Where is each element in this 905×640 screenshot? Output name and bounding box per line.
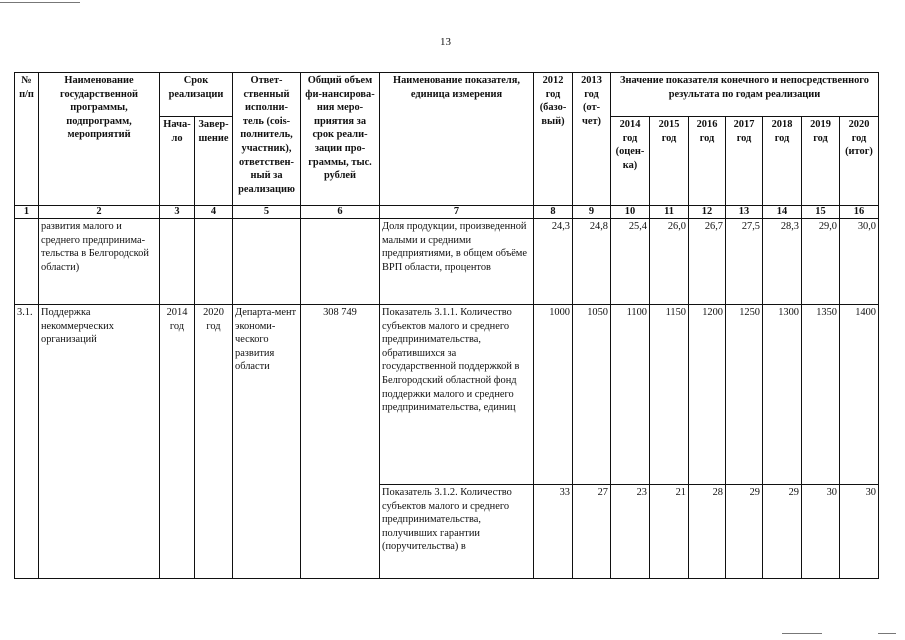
header-num: № п/п <box>15 73 39 206</box>
header-2015: 2015 год <box>650 117 689 206</box>
row-value-2012: 33 <box>534 485 573 579</box>
col-number: 2 <box>39 206 160 219</box>
row-value-2019: 30 <box>802 485 840 579</box>
row-value-2013: 1050 <box>573 305 611 485</box>
row-value-2017: 1250 <box>726 305 763 485</box>
row-value-2014: 23 <box>611 485 650 579</box>
table-row <box>15 219 879 305</box>
row-volume: 308 749 <box>301 305 380 579</box>
row-value-2020: 30 <box>840 485 879 579</box>
page-number: 13 <box>440 36 451 48</box>
header-2018: 2018 год <box>763 117 802 206</box>
row-value-2014: 1100 <box>611 305 650 485</box>
col-number: 13 <box>726 206 763 219</box>
header-2019: 2019 год <box>802 117 840 206</box>
header-2014: 2014 год (оцен-ка) <box>611 117 650 206</box>
scan-edge-bottom-right <box>878 633 896 634</box>
col-number: 9 <box>573 206 611 219</box>
col-number: 1 <box>15 206 39 219</box>
row-value-2015: 26,0 <box>650 219 689 305</box>
col-number: 11 <box>650 206 689 219</box>
row-value-2020: 30,0 <box>840 219 879 305</box>
col-number: 8 <box>534 206 573 219</box>
row-end: 2020 год <box>195 305 233 579</box>
row-value-2018: 1300 <box>763 305 802 485</box>
column-number-row <box>15 206 879 219</box>
row-value-2019: 1350 <box>802 305 840 485</box>
header-2017: 2017 год <box>726 117 763 206</box>
row-value-2012: 1000 <box>534 305 573 485</box>
row-value-2013: 27 <box>573 485 611 579</box>
col-number: 12 <box>689 206 726 219</box>
row-num: 3.1. <box>15 305 39 579</box>
col-number: 3 <box>160 206 195 219</box>
row-value-2018: 29 <box>763 485 802 579</box>
scan-edge-bottom <box>782 633 822 634</box>
col-number: 7 <box>380 206 534 219</box>
row-value-2016: 26,7 <box>689 219 726 305</box>
row-start: 2014 год <box>160 305 195 579</box>
row-value-2016: 28 <box>689 485 726 579</box>
col-number: 10 <box>611 206 650 219</box>
header-row <box>15 73 879 117</box>
row-value-2016: 1200 <box>689 305 726 485</box>
header-2013: 2013 год (от-чет) <box>573 73 611 206</box>
header-start: Нача-ло <box>160 117 195 206</box>
header-executor: Ответ-ственный исполни-тель (сois-полнитель, участник), ответствен-ный за реализацию <box>233 73 301 206</box>
row-value-2013: 24,8 <box>573 219 611 305</box>
col-number: 15 <box>802 206 840 219</box>
col-number: 14 <box>763 206 802 219</box>
header-2012: 2012 год (базо-вый) <box>534 73 573 206</box>
row-indicator: Показатель 3.1.2. Количество субъектов малого и среднего предпринимательства, получивших гарантии (поручительства) в <box>380 485 534 579</box>
row-value-2017: 27,5 <box>726 219 763 305</box>
row-value-2015: 1150 <box>650 305 689 485</box>
row-value-2017: 29 <box>726 485 763 579</box>
row-volume <box>301 219 380 305</box>
program-table <box>14 72 879 579</box>
header-volume: Общий объем фи-нансирова-ния меро-приятия за срок реали-зации про-граммы, тыс. рублей <box>301 73 380 206</box>
row-name: Поддержка некоммерческих организаций <box>39 305 160 579</box>
col-number: 16 <box>840 206 879 219</box>
row-start <box>160 219 195 305</box>
row-end <box>195 219 233 305</box>
col-number: 6 <box>301 206 380 219</box>
row-executor <box>233 219 301 305</box>
header-indicator: Наименование показателя, единица измерения <box>380 73 534 206</box>
row-name: развития малого и среднего предпринима-тельства в Белгородской области) <box>39 219 160 305</box>
scan-edge-top <box>0 2 80 3</box>
header-2020: 2020 год (итог) <box>840 117 879 206</box>
row-value-2014: 25,4 <box>611 219 650 305</box>
row-indicator: Показатель 3.1.1. Количество субъектов малого и среднего предпринимательства, обратившихся за государственной поддержкой в Белгородский областной фонд поддержки малого и среднего предпринимательства, единиц <box>380 305 534 485</box>
col-number: 5 <box>233 206 301 219</box>
header-end: Завер-шение <box>195 117 233 206</box>
col-number: 4 <box>195 206 233 219</box>
header-name: Наименование государственной программы, подпрограмм, мероприятий <box>39 73 160 206</box>
row-executor: Департа-мент экономи-ческого развития области <box>233 305 301 579</box>
row-num <box>15 219 39 305</box>
header-2016: 2016 год <box>689 117 726 206</box>
row-value-2012: 24,3 <box>534 219 573 305</box>
row-indicator: Доля продукции, произведенной малыми и средними предприятиями, в общем объёме ВРП области, процентов <box>380 219 534 305</box>
row-value-2020: 1400 <box>840 305 879 485</box>
row-value-2018: 28,3 <box>763 219 802 305</box>
header-term: Срок реализации <box>160 73 233 117</box>
row-value-2015: 21 <box>650 485 689 579</box>
header-final-value: Значение показателя конечного и непосредственного результата по годам реализации <box>611 73 879 117</box>
table-row <box>15 305 879 485</box>
row-value-2019: 29,0 <box>802 219 840 305</box>
